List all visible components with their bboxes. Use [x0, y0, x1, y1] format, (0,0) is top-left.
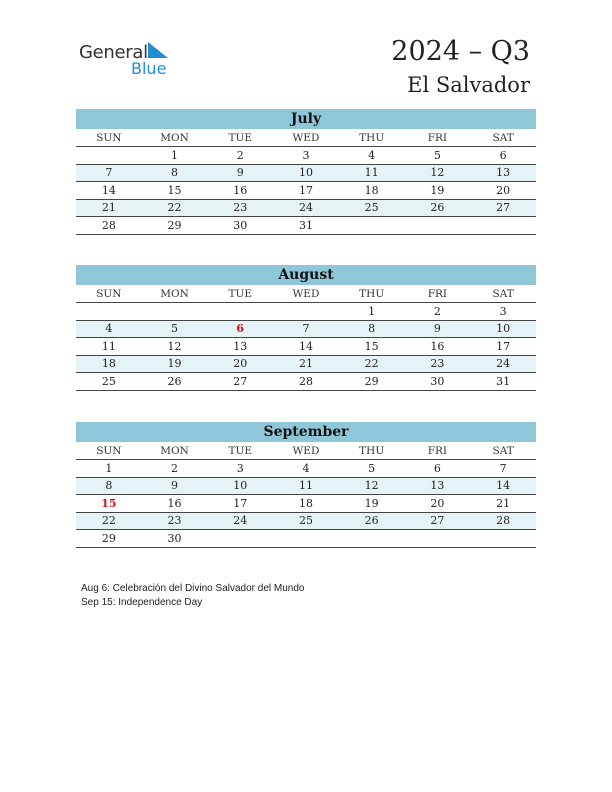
week-row [76, 530, 536, 548]
day-cell [76, 147, 142, 165]
day-cell: 27 [470, 199, 536, 217]
day-cell: 12 [142, 338, 208, 356]
day-cell: 29 [76, 530, 142, 548]
day-cell: 30 [207, 217, 273, 235]
day-cell: 7 [76, 164, 142, 182]
day-cell: 18 [339, 182, 405, 200]
day-cell: 21 [76, 199, 142, 217]
day-cell: 4 [339, 147, 405, 165]
day-cell: 28 [470, 512, 536, 530]
day-cell: 23 [207, 199, 273, 217]
month-header: July [76, 109, 536, 129]
country-name: El Salvador [407, 73, 530, 97]
day-cell: 7 [470, 460, 536, 478]
holiday-note: Sep 15: Independence Day [81, 597, 203, 608]
month-header: September [76, 422, 536, 442]
day-cell: 12 [405, 164, 471, 182]
day-cell: 17 [470, 338, 536, 356]
day-cell: 25 [273, 512, 339, 530]
week-row [76, 373, 536, 391]
day-cell: 24 [273, 199, 339, 217]
day-cell: 28 [76, 217, 142, 235]
day-cell [470, 217, 536, 235]
logo-text-general: General [79, 42, 148, 63]
day-cell: 5 [142, 320, 208, 338]
day-cell: 8 [339, 320, 405, 338]
day-cell: 14 [273, 338, 339, 356]
day-cell: 30 [142, 530, 208, 548]
day-cell: 21 [273, 355, 339, 373]
weekday-header: TUE [207, 129, 273, 147]
day-cell [142, 303, 208, 321]
day-cell: 27 [207, 373, 273, 391]
day-cell: 2 [142, 460, 208, 478]
day-cell: 3 [207, 460, 273, 478]
day-cell: 17 [207, 495, 273, 513]
logo-triangle-icon [148, 42, 168, 58]
weekday-header: THU [339, 442, 405, 460]
day-cell: 2 [207, 147, 273, 165]
day-cell: 2 [405, 303, 471, 321]
month-header: August [76, 265, 536, 285]
day-cell: 18 [273, 495, 339, 513]
week-row [76, 477, 536, 495]
day-cell: 5 [339, 460, 405, 478]
day-cell: 10 [273, 164, 339, 182]
day-cell: 8 [76, 477, 142, 495]
day-cell: 6 [470, 147, 536, 165]
day-cell: 23 [405, 355, 471, 373]
calendar-grid [76, 129, 536, 235]
weekday-header: MON [142, 442, 208, 460]
day-cell: 26 [339, 512, 405, 530]
weekday-header: SUN [76, 285, 142, 303]
day-cell: 6 [405, 460, 471, 478]
day-cell: 11 [339, 164, 405, 182]
day-cell: 31 [273, 217, 339, 235]
day-cell: 12 [339, 477, 405, 495]
day-cell: 14 [76, 182, 142, 200]
day-cell: 16 [405, 338, 471, 356]
day-cell [76, 303, 142, 321]
weekday-header: THU [339, 285, 405, 303]
day-cell: 3 [470, 303, 536, 321]
day-cell: 15 [142, 182, 208, 200]
day-cell: 20 [470, 182, 536, 200]
week-row [76, 303, 536, 321]
calendar-grid [76, 285, 536, 391]
week-row [76, 320, 536, 338]
day-cell: 19 [405, 182, 471, 200]
week-row [76, 217, 536, 235]
day-cell: 9 [405, 320, 471, 338]
day-cell [207, 303, 273, 321]
day-cell: 3 [273, 147, 339, 165]
weekday-header: WED [273, 129, 339, 147]
holiday-note: Aug 6: Celebración del Divino Salvador del Mundo [81, 583, 305, 594]
day-cell: 8 [142, 164, 208, 182]
weekday-header: THU [339, 129, 405, 147]
day-cell: 27 [405, 512, 471, 530]
holiday-day-cell: 6 [207, 320, 273, 338]
day-cell [207, 530, 273, 548]
day-cell: 24 [470, 355, 536, 373]
day-cell: 30 [405, 373, 471, 391]
weekday-header: TUE [207, 442, 273, 460]
day-cell: 20 [405, 495, 471, 513]
weekday-header: WED [273, 285, 339, 303]
day-cell: 20 [207, 355, 273, 373]
weekday-header: SUN [76, 129, 142, 147]
day-cell: 19 [142, 355, 208, 373]
week-row [76, 355, 536, 373]
day-cell: 26 [142, 373, 208, 391]
day-cell: 10 [470, 320, 536, 338]
week-row [76, 460, 536, 478]
holiday-day-cell: 15 [76, 495, 142, 513]
weekday-header: FRI [405, 285, 471, 303]
day-cell: 15 [339, 338, 405, 356]
weekday-header: TUE [207, 285, 273, 303]
week-row [76, 512, 536, 530]
day-cell: 11 [76, 338, 142, 356]
week-row [76, 495, 536, 513]
day-cell: 9 [207, 164, 273, 182]
day-cell: 13 [207, 338, 273, 356]
weekday-header: FRI [405, 129, 471, 147]
day-cell: 23 [142, 512, 208, 530]
general-blue-logo [79, 40, 189, 80]
day-cell: 10 [207, 477, 273, 495]
day-cell: 7 [273, 320, 339, 338]
day-cell [273, 303, 339, 321]
day-cell: 26 [405, 199, 471, 217]
day-cell: 16 [207, 182, 273, 200]
day-cell: 24 [207, 512, 273, 530]
day-cell: 4 [273, 460, 339, 478]
day-cell [405, 530, 471, 548]
day-cell: 16 [142, 495, 208, 513]
weekday-header: WED [273, 442, 339, 460]
day-cell: 22 [339, 355, 405, 373]
day-cell [405, 217, 471, 235]
weekday-header: FRI [405, 442, 471, 460]
week-row [76, 199, 536, 217]
month-september [76, 422, 536, 548]
week-row [76, 182, 536, 200]
week-row [76, 164, 536, 182]
weekday-header: MON [142, 285, 208, 303]
day-cell: 9 [142, 477, 208, 495]
day-cell [339, 217, 405, 235]
day-cell: 11 [273, 477, 339, 495]
day-cell: 1 [142, 147, 208, 165]
day-cell [339, 530, 405, 548]
page-title: 2024 – Q3 [391, 36, 530, 67]
day-cell: 17 [273, 182, 339, 200]
day-cell: 25 [76, 373, 142, 391]
day-cell: 19 [339, 495, 405, 513]
day-cell: 13 [470, 164, 536, 182]
month-july [76, 109, 536, 235]
day-cell: 1 [76, 460, 142, 478]
day-cell: 25 [339, 199, 405, 217]
logo-text-blue: Blue [131, 59, 167, 78]
day-cell: 4 [76, 320, 142, 338]
day-cell: 5 [405, 147, 471, 165]
day-cell: 13 [405, 477, 471, 495]
day-cell [470, 530, 536, 548]
weekday-header: SAT [470, 442, 536, 460]
holiday-notes [81, 582, 304, 610]
weekday-header: SAT [470, 129, 536, 147]
week-row [76, 338, 536, 356]
day-cell: 29 [142, 217, 208, 235]
weekday-header: MON [142, 129, 208, 147]
day-cell: 1 [339, 303, 405, 321]
week-row [76, 147, 536, 165]
day-cell: 28 [273, 373, 339, 391]
day-cell: 14 [470, 477, 536, 495]
weekday-header: SAT [470, 285, 536, 303]
day-cell [273, 530, 339, 548]
day-cell: 31 [470, 373, 536, 391]
day-cell: 22 [142, 199, 208, 217]
day-cell: 29 [339, 373, 405, 391]
day-cell: 21 [470, 495, 536, 513]
month-august [76, 265, 536, 391]
day-cell: 22 [76, 512, 142, 530]
day-cell: 18 [76, 355, 142, 373]
weekday-header: SUN [76, 442, 142, 460]
calendar-grid [76, 442, 536, 548]
